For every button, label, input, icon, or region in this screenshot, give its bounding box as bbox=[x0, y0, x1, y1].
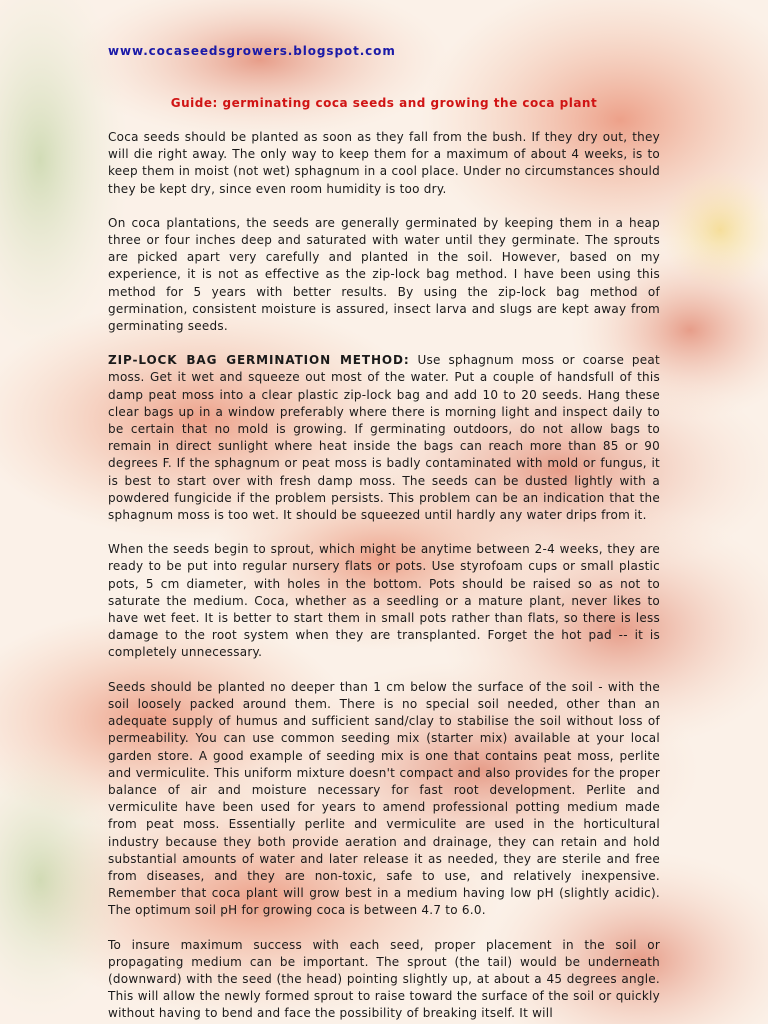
paragraph-3-zip-lock-method bbox=[108, 352, 660, 524]
paragraph-text: Seeds should be planted no deeper than 1 cm below the surface of the soil - with the soil loosely packed around them. There is no special soil needed, other than an adequate supply of humus and sufficient sand/clay to stabilise the soil without loss of permeability. You can use common seeding mix (starter mix) available at your local garden store. A good example of seeding mix is one that contains peat moss, perlite and vermiculite. This uniform mixture doesn't compact and also provides for the proper balance of air and moisture necessary for fast root development. Perlite and vermiculite have been used for years to amend professional potting medium made from peat moss. Essentially perlite and vermiculite are used in the horticultural industry because they both provide aeration and drainage, they can retain and hold substantial amounts of water and later release it as needed, they are sterile and free from diseases, and they are non-toxic, safe to use, and relatively inexpensive. Remember that coca plant will grow best in a medium having low pH (slightly acidic). The optimum soil pH for growing coca is between 4.7 to 6.0. bbox=[108, 679, 660, 918]
paragraph-text: On coca plantations, the seeds are generally germinated by keeping them in a heap three or four inches deep and saturated with water until they germinate. The sprouts are picked apart very carefully and planted in the soil. However, based on my experience, it is not as effective as the zip-lock bag method. I have been using this method for 5 years with better results. By using the zip-lock bag method of germination, consistent moisture is assured, insect larva and slugs are kept away from germinating seeds. bbox=[108, 215, 660, 334]
paragraph-4 bbox=[108, 541, 660, 661]
paragraph-lead: ZIP-LOCK BAG GERMINATION METHOD: bbox=[108, 353, 410, 368]
site-url-link[interactable]: www.cocaseedsgrowers.blogspot.com bbox=[108, 44, 396, 58]
paragraph-text: Coca seeds should be planted as soon as they fall from the bush. If they dry out, they will die right away. The only way to keep them for a maximum of about 4 weeks, is to keep them in moist (not wet) sphagnum in a cool place. Under no circumstances should they be kept dry, since even room humidity is too dry. bbox=[108, 130, 660, 196]
paragraph-2 bbox=[108, 215, 660, 335]
paragraph-text: To insure maximum success with each seed, proper placement in the soil or propagating medium can be important. The sprout (the tail) would be underneath (downward) with the seed (the head) pointing slightly up, at about a 45 degrees angle. This will allow the newly formed sprout to raise toward the surface of the soil or quickly without having to bend and face the possibility of breaking itself. It will bbox=[108, 937, 660, 1021]
paragraph-5 bbox=[108, 679, 660, 920]
paragraph-text: Use sphagnum moss or coarse peat moss. Get it wet and squeeze out most of the water. Put a couple of handsfull of this damp peat moss into a clear plastic zip-lock bag and add 10 to 20 seeds. Hang these clear bags up in a window preferably where there is morning light and inspect daily to be certain that no mold is growing. If germinating outdoors, do not allow bags to remain in direct sunlight where heat inside the bags can reach more than 85 or 90 degrees F. If the sphagnum or peat moss is badly contaminated with mold or fungus, it is best to start over with fresh damp moss. The seeds can be dusted lightly with a powdered fungicide if the problem persists. This problem can be an indication that the sphagnum moss is too wet. It should be squeezed until hardly any water drips from it. bbox=[108, 353, 660, 523]
paragraph-1 bbox=[108, 129, 660, 198]
paragraph-text: When the seeds begin to sprout, which might be anytime between 2-4 weeks, they are ready to be put into regular nursery flats or pots. Use styrofoam cups or small plastic pots, 5 cm diameter, with holes in the bottom. Pots should be raised so as not to saturate the medium. Coca, whether as a seedling or a mature plant, never likes to have wet feet. It is better to start them in small pots rather than flats, so there is less damage to the root system when they are transplanted. Forget the hot pad -- it is completely unnecessary. bbox=[108, 542, 660, 660]
document-title: Guide: germinating coca seeds and growing the coca plant bbox=[170, 96, 598, 110]
paragraph-6 bbox=[108, 937, 660, 1023]
